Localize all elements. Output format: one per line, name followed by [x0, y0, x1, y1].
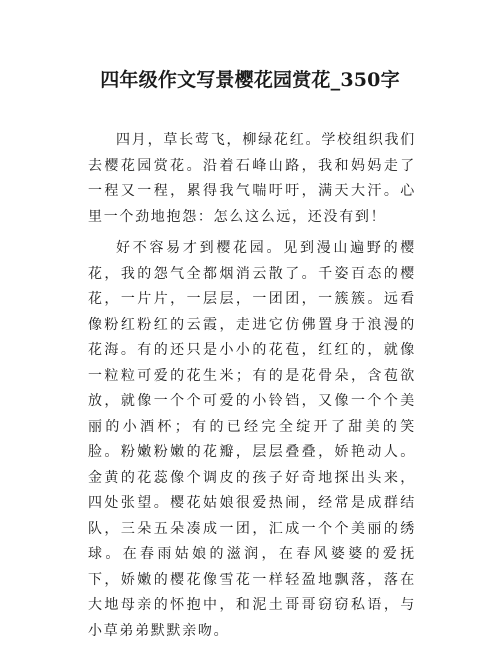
document-title: 四年级作文写景樱花园赏花_350字: [100, 69, 400, 91]
document-body: [88, 128, 416, 650]
paragraph-2: 好不容易才到樱花园。见到漫山遍野的樱花，我的怨气全都烟消云散了。千姿百态的樱花，一片片，一层层，一团团，一簇簇。远看像粉红粉红的云霞，走进它仿佛置身于浪漫的花海。有的还只是小小的花苞，红红的，就像一粒粒可爱的花生米；有的是花骨朵，含苞欲放，就像一个个可爱的小铃铛，又像一个个美丽的小酒杯；有的已经完全绽开了甜美的笑脸。粉嫩粉嫩的花瓣，层层叠叠，娇艳动人。金黄的花蕊像个调皮的孩子好奇地探出头来，四处张望。樱花姑娘很爱热闹，经常是成群结队，三朵五朵凑成一团，汇成一个个美丽的绣球。在春雨姑娘的滋润，在春风婆婆的爱抚下，娇嫩的樱花像雪花一样轻盈地飘落，落在大地母亲的怀抱中，和泥土哥哥窃窃私语，与小草弟弟默默亲吻。: [88, 240, 416, 639]
paragraph-1: 四月，草长莺飞，柳绿花红。学校组织我们去樱花园赏花。沿着石峰山路，我和妈妈走了一程又一程，累得我气喘吁吁，满天大汗。心里一个劲地抱怨：怎么这么远，还没有到！: [88, 132, 416, 225]
